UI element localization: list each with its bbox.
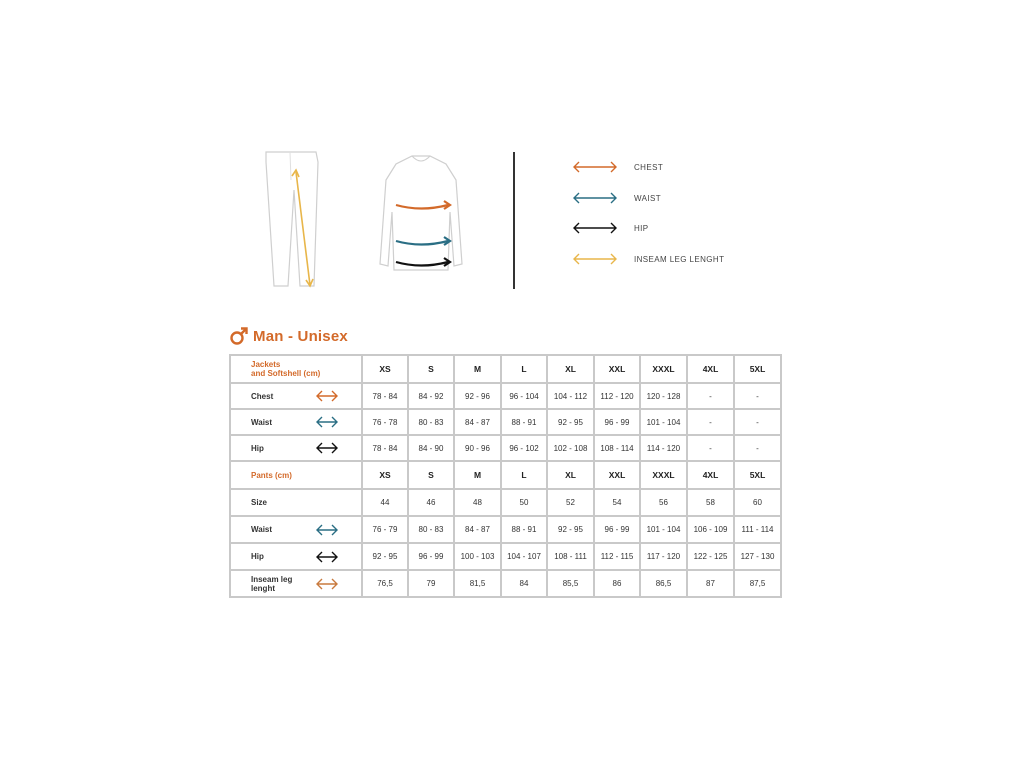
row-label — [251, 575, 292, 593]
legend-item — [572, 160, 663, 174]
size-header-cell: 4XL — [687, 461, 734, 489]
size-header-cell: M — [454, 461, 501, 489]
value-cell: 92 - 95 — [547, 409, 594, 435]
row-label-cell — [230, 435, 362, 461]
size-header-cell: XXXL — [640, 355, 687, 383]
value-cell: 84 - 92 — [408, 383, 454, 409]
value-cell: 96 - 99 — [594, 516, 640, 543]
size-chart-table — [229, 354, 782, 598]
value-cell: 102 - 108 — [547, 435, 594, 461]
table-row — [230, 570, 781, 597]
value-cell: 111 - 114 — [734, 516, 781, 543]
divider — [513, 152, 515, 289]
size-header-cell: 4XL — [687, 355, 734, 383]
value-cell: 76 - 78 — [362, 409, 408, 435]
row-label: Waist — [251, 417, 273, 427]
value-cell: 76,5 — [362, 570, 408, 597]
value-cell: 54 — [594, 489, 640, 516]
value-cell: 108 - 111 — [547, 543, 594, 570]
double-arrow-icon — [315, 578, 339, 590]
value-cell: 46 — [408, 489, 454, 516]
value-cell: 101 - 104 — [640, 516, 687, 543]
value-cell: 78 - 84 — [362, 383, 408, 409]
jacket-illustration — [374, 152, 468, 276]
jackets-section-header — [230, 355, 362, 383]
value-cell: 120 - 128 — [640, 383, 687, 409]
value-cell: 112 - 115 — [594, 543, 640, 570]
legend-item — [572, 191, 661, 205]
double-arrow-icon — [572, 160, 618, 174]
legend-label: HIP — [634, 223, 649, 233]
value-cell: 76 - 79 — [362, 516, 408, 543]
value-cell: 127 - 130 — [734, 543, 781, 570]
size-header-cell: XL — [547, 461, 594, 489]
value-cell: 92 - 95 — [362, 543, 408, 570]
double-arrow-icon — [572, 252, 618, 266]
page-title: Man - Unisex — [253, 327, 348, 345]
double-arrow-icon — [572, 221, 618, 235]
table-header-row — [230, 461, 781, 489]
size-header-cell: XL — [547, 355, 594, 383]
table-row — [230, 489, 781, 516]
value-cell: 84 - 90 — [408, 435, 454, 461]
size-header-cell: XXL — [594, 461, 640, 489]
value-cell: 106 - 109 — [687, 516, 734, 543]
value-cell: 101 - 104 — [640, 409, 687, 435]
size-header-cell: 5XL — [734, 355, 781, 383]
table-row — [230, 516, 781, 543]
inseam-arrow-icon — [296, 172, 310, 285]
section-header-line: Jackets — [251, 360, 281, 369]
size-header-cell: XS — [362, 461, 408, 489]
value-cell: 50 — [501, 489, 547, 516]
value-cell: 60 — [734, 489, 781, 516]
table-row — [230, 435, 781, 461]
value-cell: 81,5 — [454, 570, 501, 597]
value-cell: 56 — [640, 489, 687, 516]
value-cell: - — [734, 435, 781, 461]
value-cell: 84 - 87 — [454, 516, 501, 543]
row-label: Hip — [251, 552, 264, 561]
size-header-cell: S — [408, 355, 454, 383]
row-label-line: Inseam leg — [251, 574, 293, 584]
row-label: Chest — [251, 391, 274, 401]
value-cell: 104 - 112 — [547, 383, 594, 409]
double-arrow-icon — [315, 551, 339, 563]
value-cell: 122 - 125 — [687, 543, 734, 570]
size-header-cell: 5XL — [734, 461, 781, 489]
value-cell: 88 - 91 — [501, 516, 547, 543]
value-cell: 78 - 84 — [362, 435, 408, 461]
value-cell: 108 - 114 — [594, 435, 640, 461]
value-cell: - — [687, 383, 734, 409]
table-row — [230, 409, 781, 435]
table-body — [230, 355, 781, 597]
row-label-cell — [230, 383, 362, 409]
legend-label: CHEST — [634, 162, 664, 172]
value-cell: 117 - 120 — [640, 543, 687, 570]
double-arrow-icon — [315, 524, 339, 536]
value-cell: 84 - 87 — [454, 409, 501, 435]
size-header-cell: XS — [362, 355, 408, 383]
value-cell: 114 - 120 — [640, 435, 687, 461]
value-cell: 112 - 120 — [594, 383, 640, 409]
value-cell: 86,5 — [640, 570, 687, 597]
double-arrow-icon — [315, 390, 339, 402]
pants-illustration — [258, 150, 328, 290]
value-cell: 96 - 99 — [594, 409, 640, 435]
pants-section-header: Pants (cm) — [230, 461, 362, 489]
row-label-cell — [230, 516, 362, 543]
value-cell: 100 - 103 — [454, 543, 501, 570]
value-cell: 87 — [687, 570, 734, 597]
row-label-line: lenght — [251, 583, 275, 593]
value-cell: 92 - 95 — [547, 516, 594, 543]
value-cell: 48 — [454, 489, 501, 516]
row-label-cell — [230, 570, 362, 597]
value-cell: - — [734, 409, 781, 435]
value-cell: 104 - 107 — [501, 543, 547, 570]
table-row — [230, 383, 781, 409]
value-cell: 85,5 — [547, 570, 594, 597]
value-cell: 87,5 — [734, 570, 781, 597]
value-cell: 84 — [501, 570, 547, 597]
value-cell: 58 — [687, 489, 734, 516]
double-arrow-icon — [315, 442, 339, 454]
value-cell: - — [734, 383, 781, 409]
value-cell: 96 - 102 — [501, 435, 547, 461]
value-cell: - — [687, 409, 734, 435]
value-cell: 90 - 96 — [454, 435, 501, 461]
double-arrow-icon — [315, 416, 339, 428]
legend-label: INSEAM LEG LENGHT — [634, 254, 725, 264]
value-cell: 88 - 91 — [501, 409, 547, 435]
value-cell: 96 - 104 — [501, 383, 547, 409]
value-cell: 52 — [547, 489, 594, 516]
size-header-cell: L — [501, 461, 547, 489]
size-header-cell: XXXL — [640, 461, 687, 489]
value-cell: 44 — [362, 489, 408, 516]
row-label: Size — [251, 498, 268, 507]
size-header-cell: XXL — [594, 355, 640, 383]
row-label: Hip — [251, 443, 264, 453]
male-symbol-icon — [229, 326, 249, 346]
legend-item — [572, 252, 724, 266]
row-label-cell — [230, 409, 362, 435]
double-arrow-icon — [572, 191, 618, 205]
legend-item — [572, 221, 649, 235]
value-cell: 96 - 99 — [408, 543, 454, 570]
size-header-cell: L — [501, 355, 547, 383]
value-cell: 80 - 83 — [408, 516, 454, 543]
section-heading — [229, 326, 348, 346]
size-header-cell: M — [454, 355, 501, 383]
section-header-line: and Softshell (cm) — [251, 369, 321, 378]
value-cell: 79 — [408, 570, 454, 597]
row-label: Waist — [251, 525, 273, 534]
value-cell: - — [687, 435, 734, 461]
value-cell: 92 - 96 — [454, 383, 501, 409]
row-label-cell — [230, 489, 362, 516]
table-header-row — [230, 355, 781, 383]
legend-label: WAIST — [634, 193, 662, 203]
row-label-cell — [230, 543, 362, 570]
table-row — [230, 543, 781, 570]
value-cell: 86 — [594, 570, 640, 597]
value-cell: 80 - 83 — [408, 409, 454, 435]
size-header-cell: S — [408, 461, 454, 489]
